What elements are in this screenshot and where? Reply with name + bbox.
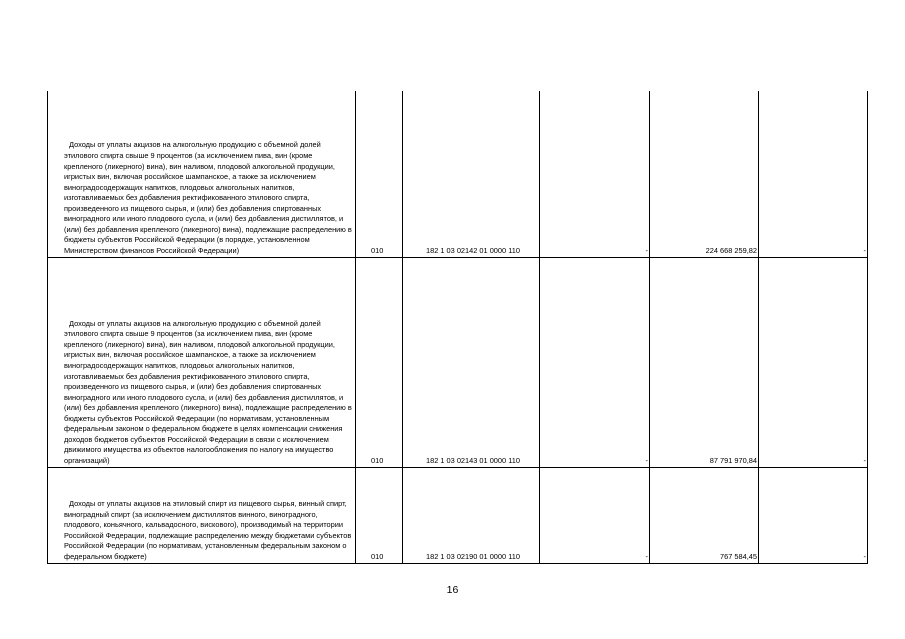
revenue-table	[47, 91, 868, 564]
budget-classification-code: 182 1 03 02143 01 0000 110	[403, 257, 540, 467]
amount-value: 224 668 259,82	[650, 91, 759, 257]
value-dash: -	[759, 467, 868, 563]
row-description: Доходы от уплаты акцизов на алкогольную продукцию с объемной долей этилового спирта свыше 9 процентов (за исключением пива, вин (кроме крепленого (ликерного) вина), вин наливом, плодовой алкогольной продукции, игристых вин, включая российское шампанское, а также за исключением виноградосодержащих напитков, плодовых алкогольных напитков, изготавливаемых без добавления ректификованного этилового спирта, произведенного из пищевого сырья, и (или) без добавления спиртованных виноградного или иного плодового сусла, и (или) без добавления дистиллятов, и (или) без добавления крепленого (ликерного) вина), подлежащие распределению в бюджеты субъектов Российской Федерации (по нормативам, установленным федеральным законом о федеральном бюджете в целях компенсации снижения доходов бюджетов субъектов Российской Федерации в связи с исключением движимого имущества из объектов налогообложения по налогу на имущество организаций)	[64, 318, 352, 465]
amount-value: 767 584,45	[650, 467, 759, 563]
amount-value: 87 791 970,84	[650, 257, 759, 467]
table-row	[48, 91, 868, 257]
table-row	[48, 257, 868, 467]
value-dash: -	[540, 467, 650, 563]
value-dash: -	[540, 91, 650, 257]
row-description: Доходы от уплаты акцизов на алкогольную продукцию с объемной долей этилового спирта свыше 9 процентов (за исключением пива, вин (кроме крепленого (ликерного) вина), вин наливом, плодовой алкогольной продукции, игристых вин, включая российское шампанское, а также за исключением виноградосодержащих напитков, плодовых алкогольных напитков, изготавливаемых без добавления ректификованного этилового спирта, произведенного из пищевого сырья, и (или) без добавления спиртованных виноградного или иного плодового сусла, и (или) без добавления дистиллятов, и (или) без добавления крепленого (ликерного) вина), подлежащие распределению в бюджеты субъектов Российской Федерации (в порядке, установленном Министерством финансов Российской Федерации)	[64, 140, 352, 255]
table-row	[48, 467, 868, 563]
line-code: 010	[356, 91, 403, 257]
page-number: 16	[446, 584, 459, 596]
row-description-cell	[48, 467, 356, 563]
budget-classification-code: 182 1 03 02142 01 0000 110	[403, 91, 540, 257]
value-dash: -	[759, 257, 868, 467]
line-code: 010	[356, 467, 403, 563]
row-description-cell	[48, 257, 356, 467]
row-description-cell	[48, 91, 356, 257]
row-description: Доходы от уплаты акцизов на этиловый спирт из пищевого сырья, винный спирт, виноградный спирт (за исключением дистиллятов винного, виноградного, плодового, коньячного, кальвадосного, вискового), производимый на территории Российской Федерации, подлежащие распределению между бюджетами субъектов Российской Федерации (по нормативам, установленным федеральным законом о федеральном бюджете)	[64, 499, 352, 561]
budget-classification-code: 182 1 03 02190 01 0000 110	[403, 467, 540, 563]
value-dash: -	[540, 257, 650, 467]
line-code: 010	[356, 257, 403, 467]
value-dash: -	[759, 91, 868, 257]
